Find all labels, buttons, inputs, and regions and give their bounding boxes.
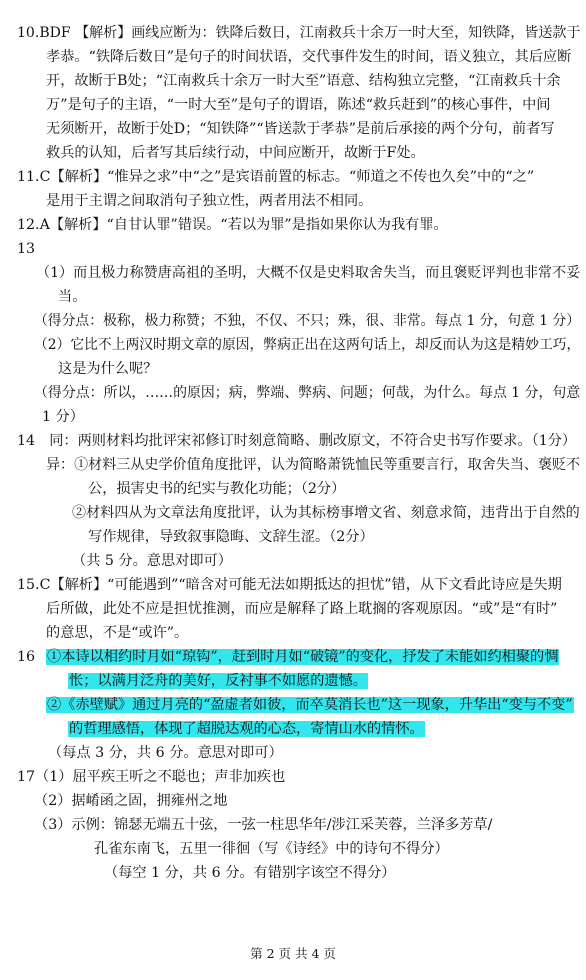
- q10-line-1: 10.BDF 【解析】画线应断为：铁降后数日，江南救兵十余万一时大至，知铁降，皆送款于: [17, 25, 581, 41]
- q15-line-3: 的意思，不是“或许”。: [46, 625, 189, 641]
- highlighted-text: ①本诗以相约时月如“琼钩”，赶到时月如“破镜”的变化，抒发了未能如约相聚的惆: [47, 649, 559, 665]
- q11-line-1: 11.C【解析】“惟异之求”中“之”是宾语前置的标志。“师道之不传也久矣”中的“之”: [17, 169, 535, 185]
- q14-line-4: ②材料四从为文章法角度批评，认为其标榜事增文省、刻意求简，违背出于自然的: [72, 505, 580, 521]
- q17-line-1: 17（1）屈平疾王听之不聪也；声非加疾也: [17, 769, 286, 785]
- q10-line-6: 救兵的认知，后者写其后续行动，中间应断开，故断于F处。: [46, 145, 425, 161]
- page-number-footer: 第 2 页 共 4 页: [250, 946, 336, 961]
- q14-line-5: 写作规律，导致叙事隐晦、文辞生涩。（2分）: [88, 529, 374, 545]
- q16-line-2: [68, 670, 368, 692]
- q14-line-3: 公，损害史书的纪实与教化功能；（2分）: [88, 481, 346, 497]
- q15-line-2: 后所做，此处不应是担忧推测，而应是解释了路上耽搁的客观原因。“或”是“有时”: [46, 601, 558, 617]
- q13-answer-1-line-1: （1）而且极力称赞唐高祖的圣明，大概不仅是史料取舍失当，而且褒贬评判也非常不妥: [36, 265, 581, 281]
- q14-line-6: （共 5 分。意思对即可）: [72, 553, 232, 569]
- q10-line-5: 无须断开，故断于处D；“知铁降”“皆送款于孝恭”是前后承接的两个分句，前者写: [46, 121, 555, 137]
- q16-line-4: [68, 718, 425, 740]
- q13-scoring-2-line-2: 1 分）: [42, 409, 84, 425]
- q11-line-2: 是用于主谓之间取消句子独立性，两者用法不相同。: [46, 193, 373, 209]
- q13-number: 13: [17, 241, 36, 257]
- highlighted-text: 怅；以满月泛舟的美好，反衬事不如愿的遗憾。: [69, 673, 367, 689]
- q14-line-1: 14 同：两则材料均批评宋祁修订时刻意简略、删改原文，不符合史书写作要求。（1分）: [17, 433, 577, 449]
- q17-line-3: （3）示例：锦瑟无端五十弦，一弦一柱思华年/涉江采芙蓉，兰泽多芳草/: [34, 817, 493, 833]
- highlighted-text: 的哲理感悟，体现了超脱达观的心态，寄情山水的情怀。: [69, 721, 424, 737]
- q13-answer-1-line-2: 当。: [58, 289, 87, 305]
- q16-line-3: [46, 694, 574, 716]
- q10-line-2: 孝恭。“铁降后数日”是句子的时间状语，交代事件发生的时间，语义独立，其后应断: [46, 49, 572, 65]
- q14-line-2: 异：①材料三从史学价值角度批评，认为简略萧铣恤民等重要言行，取舍失当、褒贬不: [46, 457, 581, 473]
- q15-line-1: 15.C【解析】“可能遇到”“暗含对可能无法如期抵达的担忧”错，从下文看此诗应是失期: [17, 577, 562, 593]
- highlighted-text: ②《赤壁赋》通过月亮的“盈虚者如彼，而卒莫消长也”这一现象，升华出“变与不变”: [47, 697, 573, 713]
- q16-line-1: [46, 646, 559, 668]
- q12-line-1: 12.A【解析】“自甘认罪”错误。“若以为罪”是指如果你认为我有罪。: [17, 217, 448, 233]
- q17-line-5: （每空 1 分，共 6 分。有错别字该空不得分）: [104, 865, 396, 881]
- q16-number: 16: [17, 649, 36, 665]
- q13-answer-2-line-1: （2）它比不上两汉时期文章的原因，弊病正出在这两句话上，却反而认为这是精妙工巧，: [34, 337, 581, 353]
- q13-answer-2-line-2: 这是为什么呢？: [58, 361, 158, 377]
- q10-line-4: 万”是句子的主语，“一时大至”是句子的谓语，陈述“救兵赶到”的核心事件，中间: [46, 97, 551, 113]
- q17-line-4: 孔雀东南飞，五里一徘徊（写《诗经》中的诗句不得分）: [94, 841, 449, 857]
- q17-line-2: （2）据崤函之固，拥雍州之地: [34, 793, 228, 809]
- q13-scoring-1: （得分点：极称，极力称赞；不独，不仅、不只；殊，很、非常。每点 1 分，句意 1 分）: [34, 313, 581, 329]
- q16-scoring: （每点 3 分，共 6 分。意思对即可）: [48, 745, 283, 761]
- q10-line-3: 开，故断于B处；“江南救兵十余万一时大至”语意、结构独立完整，“江南救兵十余: [46, 73, 561, 89]
- q13-scoring-2-line-1: （得分点：所以，……的原因；病，弊端、弊病、问题；何哉，为什么。每点 1 分，句意: [34, 385, 581, 401]
